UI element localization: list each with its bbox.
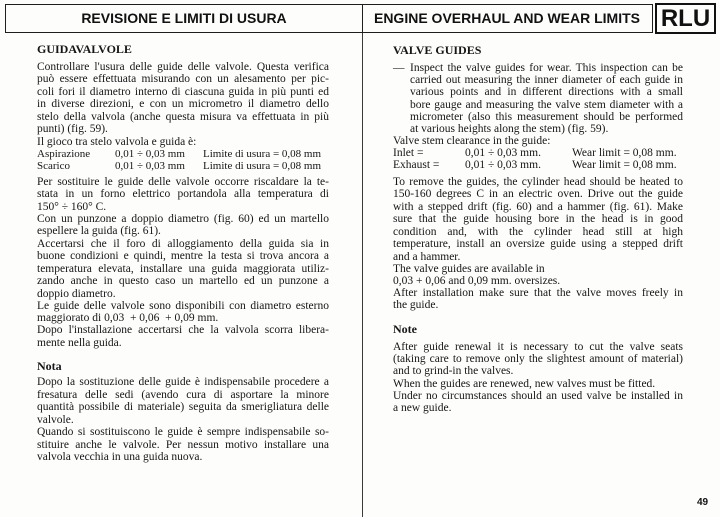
paragraph-line: stelo della valvola (anche questa misura va effettuata in più	[37, 110, 329, 123]
paragraph	[37, 213, 329, 238]
paragraph-line: Dopo la sostituzione delle guide è indispensabile procedere a	[37, 376, 329, 388]
paragraph-line: valvola vecchia in una guida nuova.	[37, 451, 203, 463]
clearance-label: Inlet =	[393, 147, 424, 159]
clearance-row-exhaust	[37, 160, 329, 172]
paragraph-line: condition and, with the cylinder head still at high	[393, 225, 683, 238]
wear-limit: Limite di usura = 0,08 mm	[203, 148, 322, 160]
paragraph-line: temperatura elevata, installare una guida maggiorata utiliz-	[37, 262, 329, 275]
paragraph-line: Le guide delle valvole sono disponibili con diametro esterno	[37, 299, 329, 312]
paragraph-line: Per sostituire le guide delle valvole occorre riscaldare la te-	[37, 175, 329, 188]
paragraph	[393, 176, 683, 264]
paragraph-line: and a hammer.	[393, 250, 461, 263]
page-number: 49	[697, 497, 709, 508]
paragraph-line: 150° ÷ 160° C.	[37, 200, 107, 213]
clearance-label: Aspirazione	[37, 148, 91, 160]
clearance-table	[37, 148, 329, 172]
paragraph-line: sure that the guide housing bore in the head is in good	[393, 213, 683, 225]
paragraph-line: a new guide.	[393, 402, 452, 415]
paragraph	[37, 238, 329, 301]
bullet-dash: —	[393, 62, 405, 74]
section-header-english: ENGINE OVERHAUL AND WEAR LIMITS	[362, 4, 653, 33]
clearance-row-intake	[37, 148, 329, 160]
paragraph-line: può essere effettuata misurando con un alesamento per pic-	[37, 73, 329, 85]
paragraph-line: mente nella guida.	[37, 336, 122, 349]
paragraph-line: various points and in different directions with a small	[410, 86, 683, 99]
subsection-title: GUIDAVALVOLE	[37, 42, 132, 56]
paragraph-line: Accertarsi che il foro di alloggiamento della guida sia in	[37, 237, 329, 250]
clearance-row-exhaust	[393, 159, 683, 171]
clearance-value: 0,01 ÷ 0,03 mm.	[465, 147, 541, 159]
paragraph-line: punti) (fig. 59).	[37, 123, 108, 135]
paragraph-line: quantità possibile di materiale) seguita da smerigliatura delle	[37, 401, 329, 413]
paragraph	[37, 300, 329, 325]
paragraph-line: in diverse direzioni, e con un micrometro il diametro dello	[37, 98, 329, 110]
section-code-badge: RLU	[655, 3, 716, 34]
paragraph-line: Under no circumstances should an used valve be installed in	[393, 389, 683, 402]
paragraph-line: valvole.	[37, 413, 74, 426]
paragraph	[410, 62, 683, 135]
paragraph	[37, 324, 329, 349]
note-title: Note	[393, 321, 417, 336]
paragraph-line: carried out measuring the inner diameter of each guide in	[410, 74, 683, 87]
paragraph-line: with a stepped drift (fig. 60) and a hammer (fig. 61). Make	[393, 200, 683, 213]
clearance-table	[393, 147, 683, 171]
wear-limit: Limite di usura = 0,08 mm	[203, 160, 322, 172]
paragraph-line: After guide renewal it is necessary to cut the valve seats	[393, 340, 683, 353]
wear-limit: Wear limit = 0,08 mm.	[572, 147, 677, 159]
clearance-intro: Valve stem clearance in the guide:	[393, 134, 551, 147]
section-header-italian: REVISIONE E LIMITI DI USURA	[5, 4, 363, 33]
paragraph-line: stituire anche le valvole. Per nessun motivo installare una	[37, 438, 329, 451]
paragraph-line: 0,03 + 0,06 and 0,09 mm. oversizes.	[393, 274, 561, 287]
paragraph-line: at various heights along the stem) (fig. 59).	[410, 123, 609, 136]
paragraph-line: The valve guides are available in	[393, 262, 545, 275]
paragraph-line: maggiorato di 0,03 + 0,06 + 0,09 mm.	[37, 312, 219, 324]
subsection-title: VALVE GUIDES	[393, 42, 482, 57]
note-paragraph	[37, 426, 329, 464]
paragraph-line: stata in un forno elettrico portandola alla temperatura di	[37, 188, 329, 200]
paragraph-line: After installation make sure that the valve moves freely in	[393, 286, 683, 299]
paragraph-line: micrometer (also this measurement should be performed	[410, 110, 683, 123]
clearance-value: 0,01 ÷ 0,03 mm.	[465, 159, 541, 171]
paragraph-line: bore gauge and measuring the valve stem diameter with a	[410, 98, 683, 111]
clearance-value: 0,01 ÷ 0,03 mm	[115, 160, 185, 172]
paragraph	[37, 176, 329, 214]
paragraph-line: temperature, install an oversize guide using a stepped drift	[393, 238, 683, 250]
wear-limit: Wear limit = 0,08 mm.	[572, 159, 677, 171]
clearance-row-inlet	[393, 147, 683, 159]
paragraph-line: doppio diametro.	[37, 287, 116, 300]
clearance-intro: Il gioco tra stelo valvola e guida è:	[37, 135, 197, 148]
paragraph-line: Dopo l'installazione accertarsi che la valvola scorra libera-	[37, 324, 329, 336]
paragraph-line: Inspect the valve guides for wear. This inspection can be	[410, 62, 683, 74]
paragraph-line: When the guides are renewed, new valves must be fitted.	[393, 377, 656, 390]
note-title: Nota	[37, 358, 62, 373]
paragraph-line: and to grind-in the valves.	[393, 365, 514, 378]
note-paragraph	[393, 341, 683, 378]
paragraph	[393, 263, 683, 287]
paragraph-line: Controllare l'usura delle guide delle valvole. Questa verifica	[37, 60, 329, 73]
paragraph-line: the guide.	[393, 299, 439, 311]
note-paragraph	[37, 376, 329, 426]
paragraph-line: To remove the guides, the cylinder head should be heated to	[393, 175, 683, 188]
clearance-value: 0,01 ÷ 0,03 mm	[115, 148, 185, 160]
paragraph-line: buone condizioni e quindi, mentre la testa si trova ancora a	[37, 250, 329, 262]
paragraph-line: (taking care to remove only the slightest amount of material)	[393, 352, 683, 365]
clearance-label: Scarico	[37, 160, 70, 172]
paragraph-line: coli fori il diametro interno di ciascuna guida in più punti ed	[37, 85, 329, 98]
paragraph-line: fresatura delle sedi (avendo cura di asportare la minore	[37, 388, 329, 401]
paragraph-line: Quando si sostituiscono le guide è sempre indispensabile so-	[37, 426, 329, 438]
paragraph	[393, 287, 683, 312]
clearance-label: Exhaust =	[393, 159, 440, 171]
paragraph-line: zando anche in questo caso un martello ed un punzone a	[37, 275, 329, 287]
paragraph-line: 150-160 degrees C in an electric oven. Drive out the guide	[393, 188, 683, 200]
paragraph	[37, 61, 329, 136]
note-paragraph	[393, 378, 683, 415]
paragraph-line: espellere la guida (fig. 61).	[37, 225, 161, 237]
paragraph-line: Con un punzone a doppio diametro (fig. 60) ed un martello	[37, 212, 329, 225]
column-divider	[362, 33, 363, 517]
